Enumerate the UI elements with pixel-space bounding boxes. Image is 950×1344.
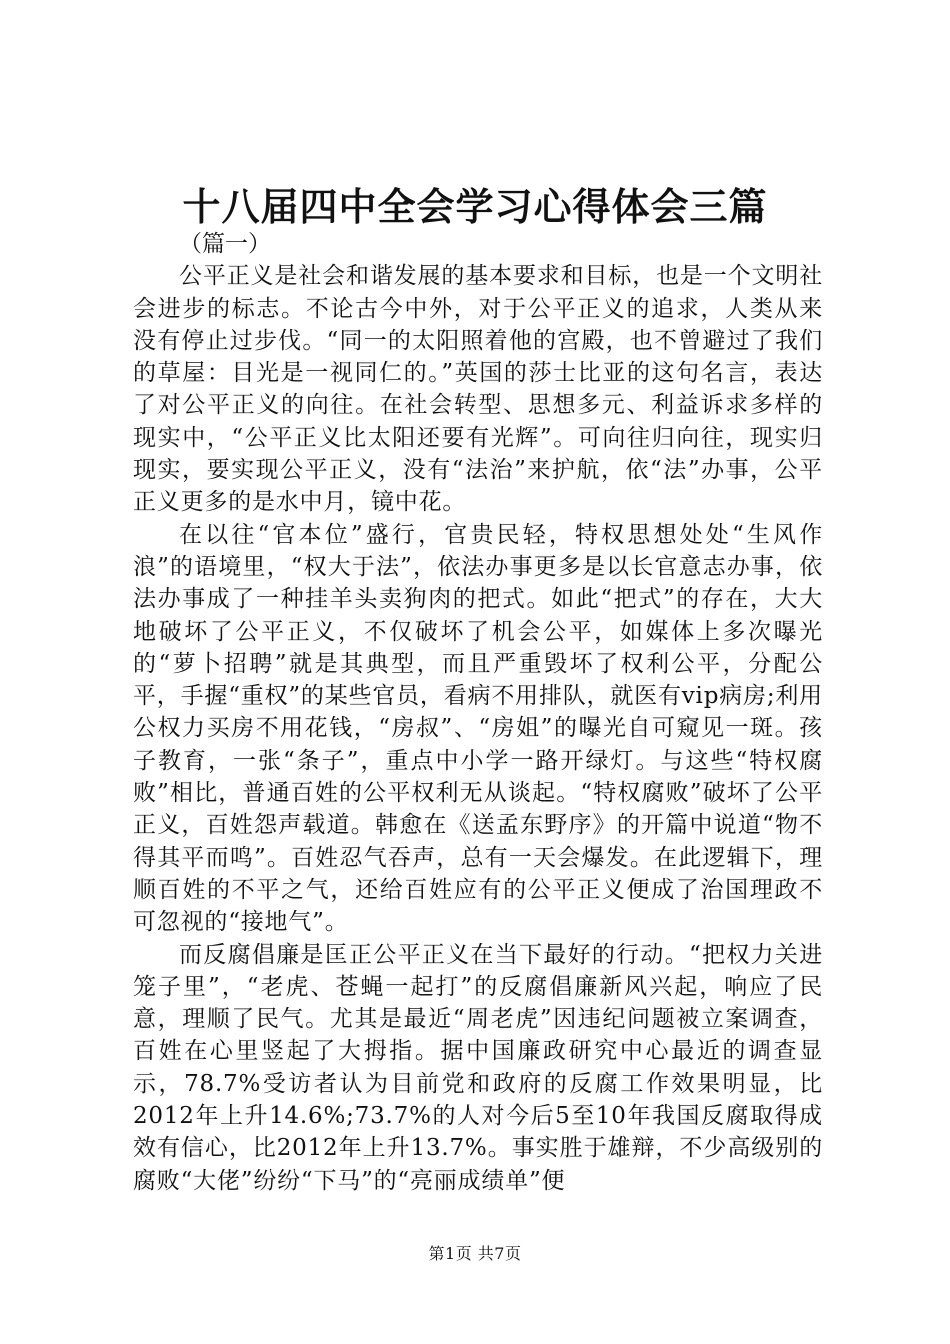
paragraph: 在以往“官本位”盛行，官贵民轻，特权思想处处“生风作浪”的语境里，“权大于法”，依法办事更多是以长官意志办事，依法办事成了一种挂羊头卖狗肉的把式。如此“把式”的存在，大大地破坏了公平正义，不仅破坏了机会公平，如媒体上多次曝光的“萝卜招聘”就是其典型，而且严重毁坏了权利公平，分配公平，手握“重权”的某些官员，看病不用排队，就医有vip病房;利用公权力买房不用花钱，“房叔”、“房姐”的曝光自可窥见一斑。孩子教育，一张“条子”，重点中小学一路开绿灯。与这些“特权腐败”相比，普通百姓的公平权利无从谈起。“特权腐败”破坏了公平正义，百姓怨声载道。韩愈在《送孟东野序》的开篇中说道“物不得其平而鸣”。百姓忍气吞声，总有一天会爆发。在此逻辑下，理顺百姓的不平之气，还给百姓应有的公平正义便成了治国理政不可忽视的“接地气”。: [133, 521, 823, 936]
section-label: （篇一）: [179, 231, 271, 257]
paragraph: 公平正义是社会和谐发展的基本要求和目标，也是一个文明社会进步的标志。不论古今中外，对于公平正义的追求，人类从来没有停止过步伐。“同一的太阳照着他的宫殿，也不曾避过了我们的草屋：目光是一视同仁的。”英国的莎士比亚的这句名言，表达了对公平正义的向往。在社会转型、思想多元、利益诉求多样的现实中，“公平正义比太阳还要有光辉”。可向往归向往，现实归现实，要实现公平正义，没有“法治”来护航，依“法”办事，公平正义更多的是水中月，镜中花。: [133, 263, 823, 516]
page-footer: 第1页 共7页: [428, 1244, 522, 1263]
document-title: 十八届四中全会学习心得体会三篇: [182, 184, 768, 229]
document-body: [133, 228, 823, 1197]
paragraph: 而反腐倡廉是匡正公平正义在当下最好的行动。“把权力关进笼子里”，“老虎、苍蝇一起打”的反腐倡廉新风兴起，响应了民意，理顺了民气。尤其是最近“周老虎”因违纪问题被立案调查，百姓在心里竖起了大拇指。据中国廉政研究中心最近的调查显示，78.7%受访者认为目前党和政府的反腐工作效果明显，比2012年上升14.6%;73.7%的人对今后5至10年我国反腐取得成效有信心，比2012年上升13.7%。事实胜于雄辩，不少高级别的腐败“大佬”纷纷“下马”的“亮丽成绩单”便: [133, 941, 823, 1194]
